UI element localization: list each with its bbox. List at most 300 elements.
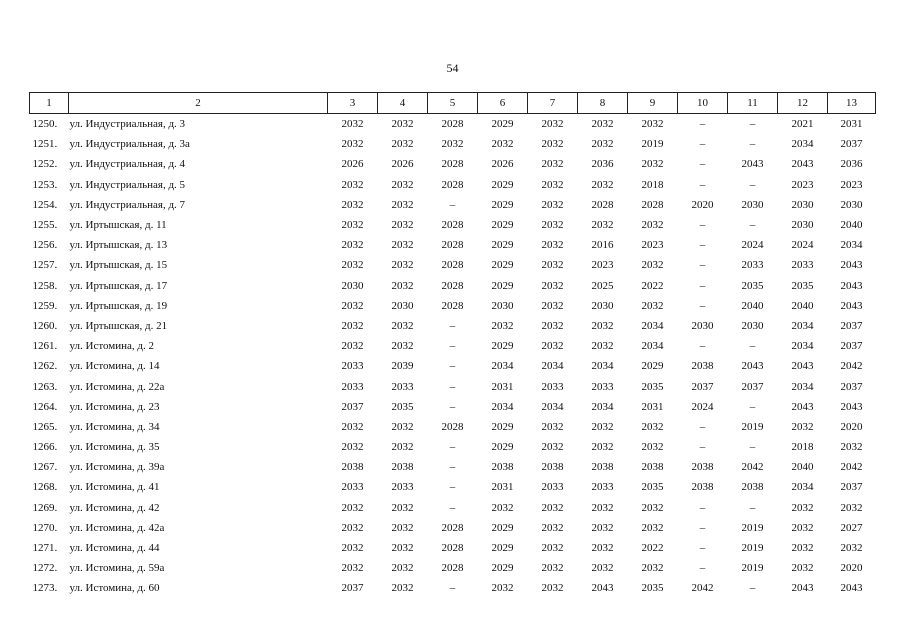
year-cell: –	[749, 178, 756, 191]
year-cell: 2037	[341, 582, 364, 595]
year-cell: 2020	[840, 420, 863, 433]
year-cell: 2019	[641, 138, 664, 151]
year-cell: 2028	[441, 562, 464, 575]
year-cell: 2023	[791, 178, 814, 191]
table-row	[30, 437, 876, 457]
table-row	[30, 255, 876, 275]
year-cell: 2034	[541, 400, 564, 413]
year-cell: –	[449, 461, 456, 474]
year-cell: 2034	[791, 138, 814, 151]
row-number: 1261.	[32, 340, 58, 353]
year-cell: –	[449, 319, 456, 332]
year-cell: –	[749, 340, 756, 353]
table-row	[30, 558, 876, 578]
year-cell: 2032	[641, 441, 664, 454]
row-number: 1271.	[32, 542, 58, 555]
year-cell: –	[449, 198, 456, 211]
column-header: 4	[378, 93, 428, 114]
year-cell: –	[749, 138, 756, 151]
year-cell: 2043	[840, 582, 863, 595]
column-header: 2	[69, 93, 328, 114]
year-cell: 2032	[541, 582, 564, 595]
year-cell: 2032	[541, 178, 564, 191]
address-cell: ул. Индустриальная, д. 7	[69, 198, 186, 211]
year-cell: –	[699, 562, 706, 575]
year-cell: –	[449, 340, 456, 353]
address-cell: ул. Истомина, д. 59а	[69, 562, 165, 575]
year-cell: 2043	[791, 400, 814, 413]
year-cell: 2032	[391, 219, 414, 232]
year-cell: 2032	[391, 118, 414, 131]
table-body	[30, 114, 876, 599]
year-cell: –	[749, 219, 756, 232]
table-row	[30, 397, 876, 417]
year-cell: 2032	[791, 501, 814, 514]
year-cell: 2035	[741, 279, 764, 292]
year-cell: 2030	[741, 319, 764, 332]
table-row	[30, 477, 876, 497]
year-cell: 2029	[491, 562, 514, 575]
year-cell: 2033	[541, 380, 564, 393]
year-cell: 2043	[741, 158, 764, 171]
year-cell: 2030	[840, 198, 863, 211]
year-cell: 2037	[840, 481, 863, 494]
year-cell: 2038	[741, 481, 764, 494]
year-cell: 2030	[791, 198, 814, 211]
column-header: 9	[628, 93, 678, 114]
year-cell: 2028	[441, 178, 464, 191]
year-cell: 2040	[840, 219, 863, 232]
year-cell: 2038	[341, 461, 364, 474]
table-row	[30, 276, 876, 296]
year-cell: 2032	[391, 279, 414, 292]
year-cell: 2033	[341, 360, 364, 373]
year-cell: 2043	[840, 400, 863, 413]
table-row	[30, 215, 876, 235]
year-cell: 2032	[641, 299, 664, 312]
year-cell: –	[699, 420, 706, 433]
year-cell: 2032	[341, 319, 364, 332]
year-cell: 2043	[591, 582, 614, 595]
year-cell: 2037	[691, 380, 714, 393]
year-cell: 2034	[491, 360, 514, 373]
year-cell: 2038	[691, 461, 714, 474]
year-cell: 2032	[641, 259, 664, 272]
table-row	[30, 296, 876, 316]
year-cell: –	[699, 501, 706, 514]
year-cell: 2024	[691, 400, 714, 413]
column-header: 8	[578, 93, 628, 114]
table-row	[30, 417, 876, 437]
year-cell: 2036	[840, 158, 863, 171]
year-cell: 2032	[591, 441, 614, 454]
year-cell: 2043	[791, 158, 814, 171]
year-cell: 2032	[491, 319, 514, 332]
year-cell: 2026	[341, 158, 364, 171]
year-cell: 2032	[341, 521, 364, 534]
year-cell: 2032	[591, 340, 614, 353]
year-cell: 2035	[641, 582, 664, 595]
year-cell: 2032	[541, 198, 564, 211]
year-cell: –	[699, 521, 706, 534]
year-cell: 2032	[541, 501, 564, 514]
year-cell: 2030	[491, 299, 514, 312]
address-cell: ул. Иртышская, д. 17	[69, 279, 168, 292]
year-cell: –	[699, 178, 706, 191]
year-cell: 2033	[741, 259, 764, 272]
year-cell: –	[449, 501, 456, 514]
year-cell: 2032	[641, 118, 664, 131]
year-cell: 2035	[791, 279, 814, 292]
year-cell: 2032	[541, 219, 564, 232]
year-cell: 2032	[641, 521, 664, 534]
year-cell: 2023	[591, 259, 614, 272]
year-cell: 2042	[840, 360, 863, 373]
year-cell: –	[449, 582, 456, 595]
year-cell: –	[699, 441, 706, 454]
year-cell: –	[449, 380, 456, 393]
year-cell: 2032	[541, 158, 564, 171]
year-cell: 2032	[840, 542, 863, 555]
year-cell: 2032	[341, 219, 364, 232]
year-cell: 2031	[491, 481, 514, 494]
year-cell: 2029	[491, 198, 514, 211]
year-cell: –	[699, 138, 706, 151]
year-cell: 2019	[741, 542, 764, 555]
year-cell: 2034	[791, 481, 814, 494]
year-cell: 2042	[840, 461, 863, 474]
year-cell: 2032	[391, 319, 414, 332]
year-cell: 2033	[541, 481, 564, 494]
year-cell: 2032	[641, 501, 664, 514]
year-cell: 2029	[491, 542, 514, 555]
year-cell: –	[699, 340, 706, 353]
year-cell: 2043	[840, 279, 863, 292]
row-number: 1267.	[32, 461, 58, 474]
year-cell: 2036	[591, 158, 614, 171]
year-cell: 2033	[791, 259, 814, 272]
year-cell: 2032	[541, 239, 564, 252]
year-cell: 2019	[741, 420, 764, 433]
year-cell: –	[699, 299, 706, 312]
address-cell: ул. Истомина, д. 42а	[69, 521, 165, 534]
year-cell: 2032	[341, 178, 364, 191]
table-row	[30, 518, 876, 538]
year-cell: 2043	[791, 582, 814, 595]
year-cell: 2032	[341, 239, 364, 252]
column-header: 3	[328, 93, 378, 114]
table-row	[30, 538, 876, 558]
year-cell: 2032	[391, 259, 414, 272]
year-cell: 2037	[840, 380, 863, 393]
year-cell: 2039	[391, 360, 414, 373]
row-number: 1265.	[32, 420, 58, 433]
row-number: 1273.	[32, 582, 58, 595]
year-cell: 2032	[341, 198, 364, 211]
table-row	[30, 114, 876, 135]
table-row	[30, 498, 876, 518]
year-cell: 2038	[491, 461, 514, 474]
year-cell: 2032	[391, 178, 414, 191]
year-cell: 2020	[840, 562, 863, 575]
year-cell: 2020	[691, 198, 714, 211]
header-row	[30, 93, 876, 114]
row-number: 1272.	[32, 562, 58, 575]
year-cell: 2032	[541, 118, 564, 131]
year-cell: 2029	[491, 441, 514, 454]
year-cell: 2032	[591, 118, 614, 131]
table-row	[30, 154, 876, 174]
row-number: 1268.	[32, 481, 58, 494]
address-cell: ул. Иртышская, д. 21	[69, 319, 168, 332]
row-number: 1253.	[32, 178, 58, 191]
table-row	[30, 356, 876, 376]
year-cell: 2032	[391, 420, 414, 433]
year-cell: 2032	[391, 441, 414, 454]
year-cell: 2032	[391, 198, 414, 211]
row-number: 1251.	[32, 138, 58, 151]
year-cell: 2028	[441, 219, 464, 232]
year-cell: 2028	[441, 118, 464, 131]
year-cell: 2028	[441, 299, 464, 312]
row-number: 1256.	[32, 239, 58, 252]
address-cell: ул. Истомина, д. 35	[69, 441, 160, 454]
year-cell: 2032	[491, 138, 514, 151]
year-cell: 2030	[741, 198, 764, 211]
year-cell: 2032	[341, 259, 364, 272]
column-header: 12	[778, 93, 828, 114]
year-cell: 2031	[840, 118, 863, 131]
row-number: 1254.	[32, 198, 58, 211]
table-row	[30, 578, 876, 598]
column-header: 11	[728, 93, 778, 114]
row-number: 1259.	[32, 299, 58, 312]
table-row	[30, 336, 876, 356]
year-cell: 2028	[441, 239, 464, 252]
year-cell: 2032	[391, 521, 414, 534]
year-cell: 2032	[591, 562, 614, 575]
year-cell: 2019	[741, 562, 764, 575]
year-cell: 2028	[441, 521, 464, 534]
column-header: 5	[428, 93, 478, 114]
year-cell: –	[749, 582, 756, 595]
column-header: 1	[30, 93, 69, 114]
table-row	[30, 376, 876, 396]
address-cell: ул. Истомина, д. 2	[69, 340, 154, 353]
year-cell: 2024	[741, 239, 764, 252]
year-cell: 2038	[691, 360, 714, 373]
year-cell: 2032	[391, 562, 414, 575]
year-cell: 2029	[491, 219, 514, 232]
year-cell: 2031	[641, 400, 664, 413]
row-number: 1263.	[32, 380, 58, 393]
year-cell: 2032	[840, 441, 863, 454]
year-cell: 2043	[840, 259, 863, 272]
year-cell: 2034	[591, 360, 614, 373]
year-cell: 2033	[341, 380, 364, 393]
address-cell: ул. Индустриальная, д. 3	[69, 118, 186, 131]
year-cell: 2030	[791, 219, 814, 232]
year-cell: 2033	[591, 380, 614, 393]
year-cell: 2032	[541, 138, 564, 151]
year-cell: 2043	[741, 360, 764, 373]
year-cell: 2018	[791, 441, 814, 454]
year-cell: 2032	[591, 420, 614, 433]
table-row	[30, 316, 876, 336]
year-cell: 2032	[541, 542, 564, 555]
year-cell: 2034	[791, 319, 814, 332]
address-cell: ул. Иртышская, д. 11	[69, 219, 167, 232]
year-cell: –	[749, 501, 756, 514]
row-number: 1264.	[32, 400, 58, 413]
page-number: 54	[446, 61, 459, 75]
year-cell: 2032	[541, 562, 564, 575]
year-cell: 2033	[391, 380, 414, 393]
year-cell: 2032	[391, 501, 414, 514]
table-row	[30, 134, 876, 154]
year-cell: 2030	[341, 279, 364, 292]
year-cell: 2029	[491, 340, 514, 353]
row-number: 1266.	[32, 441, 58, 454]
year-cell: 2032	[541, 279, 564, 292]
year-cell: 2028	[441, 420, 464, 433]
year-cell: –	[699, 259, 706, 272]
row-number: 1262.	[32, 360, 58, 373]
year-cell: 2032	[541, 259, 564, 272]
year-cell: 2032	[541, 340, 564, 353]
year-cell: 2032	[641, 562, 664, 575]
year-cell: 2032	[391, 582, 414, 595]
year-cell: 2032	[441, 138, 464, 151]
year-cell: 2037	[840, 319, 863, 332]
row-number: 1250.	[32, 118, 58, 131]
row-number: 1269.	[32, 501, 58, 514]
year-cell: 2032	[391, 138, 414, 151]
address-cell: ул. Истомина, д. 34	[69, 420, 160, 433]
year-cell: 2040	[791, 461, 814, 474]
year-cell: 2029	[491, 279, 514, 292]
year-cell: –	[699, 118, 706, 131]
year-cell: 2027	[840, 521, 863, 534]
year-cell: 2016	[591, 239, 614, 252]
year-cell: –	[699, 279, 706, 292]
table-row	[30, 175, 876, 195]
year-cell: 2032	[591, 219, 614, 232]
year-cell: 2032	[791, 542, 814, 555]
year-cell: 2038	[641, 461, 664, 474]
row-number: 1270.	[32, 521, 58, 534]
address-cell: ул. Истомина, д. 41	[69, 481, 160, 494]
year-cell: 2032	[591, 542, 614, 555]
address-cell: ул. Истомина, д. 42	[69, 501, 160, 514]
year-cell: 2028	[641, 198, 664, 211]
year-cell: 2032	[391, 340, 414, 353]
year-cell: 2029	[641, 360, 664, 373]
year-cell: 2032	[591, 138, 614, 151]
year-cell: 2028	[441, 542, 464, 555]
year-cell: 2032	[791, 562, 814, 575]
year-cell: –	[749, 118, 756, 131]
year-cell: 2035	[641, 380, 664, 393]
row-number: 1257.	[32, 259, 58, 272]
year-cell: 2030	[591, 299, 614, 312]
year-cell: 2032	[541, 299, 564, 312]
year-cell: 2030	[691, 319, 714, 332]
column-header: 7	[528, 93, 578, 114]
year-cell: 2032	[391, 239, 414, 252]
year-cell: 2024	[791, 239, 814, 252]
address-cell: ул. Иртышская, д. 15	[69, 259, 168, 272]
row-number: 1260.	[32, 319, 58, 332]
year-cell: 2030	[391, 299, 414, 312]
year-cell: 2028	[441, 279, 464, 292]
address-cell: ул. Индустриальная, д. 3а	[69, 138, 190, 151]
year-cell: –	[699, 542, 706, 555]
year-cell: 2034	[541, 360, 564, 373]
address-cell: ул. Иртышская, д. 13	[69, 239, 168, 252]
year-cell: –	[749, 400, 756, 413]
year-cell: 2032	[341, 562, 364, 575]
year-cell: 2038	[691, 481, 714, 494]
year-cell: 2018	[641, 178, 664, 191]
year-cell: 2032	[341, 501, 364, 514]
year-cell: 2022	[641, 279, 664, 292]
year-cell: –	[699, 239, 706, 252]
year-cell: 2038	[541, 461, 564, 474]
column-header: 13	[828, 93, 876, 114]
year-cell: 2038	[591, 461, 614, 474]
address-cell: ул. Истомина, д. 44	[69, 542, 160, 555]
row-number: 1258.	[32, 279, 58, 292]
row-number: 1255.	[32, 219, 58, 232]
year-cell: 2038	[391, 461, 414, 474]
year-cell: 2032	[791, 521, 814, 534]
year-cell: 2026	[491, 158, 514, 171]
address-cell: ул. Индустриальная, д. 4	[69, 158, 186, 171]
year-cell: 2019	[741, 521, 764, 534]
table-row	[30, 195, 876, 215]
year-cell: 2043	[840, 299, 863, 312]
year-cell: –	[449, 481, 456, 494]
address-cell: ул. Истомина, д. 23	[69, 400, 160, 413]
year-cell: 2043	[791, 360, 814, 373]
year-cell: 2023	[641, 239, 664, 252]
year-cell: 2028	[591, 198, 614, 211]
year-cell: 2042	[691, 582, 714, 595]
year-cell: 2032	[491, 501, 514, 514]
address-cell: ул. Истомина, д. 60	[69, 582, 160, 595]
year-cell: 2034	[840, 239, 863, 252]
year-cell: 2033	[391, 481, 414, 494]
table-row	[30, 235, 876, 255]
year-cell: 2037	[840, 138, 863, 151]
year-cell: 2033	[341, 481, 364, 494]
year-cell: –	[449, 441, 456, 454]
year-cell: 2034	[791, 380, 814, 393]
year-cell: 2032	[541, 521, 564, 534]
year-cell: –	[449, 400, 456, 413]
year-cell: 2035	[641, 481, 664, 494]
year-cell: 2023	[840, 178, 863, 191]
address-cell: ул. Истомина, д. 22а	[69, 380, 165, 393]
year-cell: 2032	[341, 542, 364, 555]
year-cell: 2032	[591, 501, 614, 514]
year-cell: 2032	[341, 118, 364, 131]
year-cell: 2033	[591, 481, 614, 494]
year-cell: 2042	[741, 461, 764, 474]
year-cell: 2034	[641, 319, 664, 332]
year-cell: 2032	[541, 319, 564, 332]
